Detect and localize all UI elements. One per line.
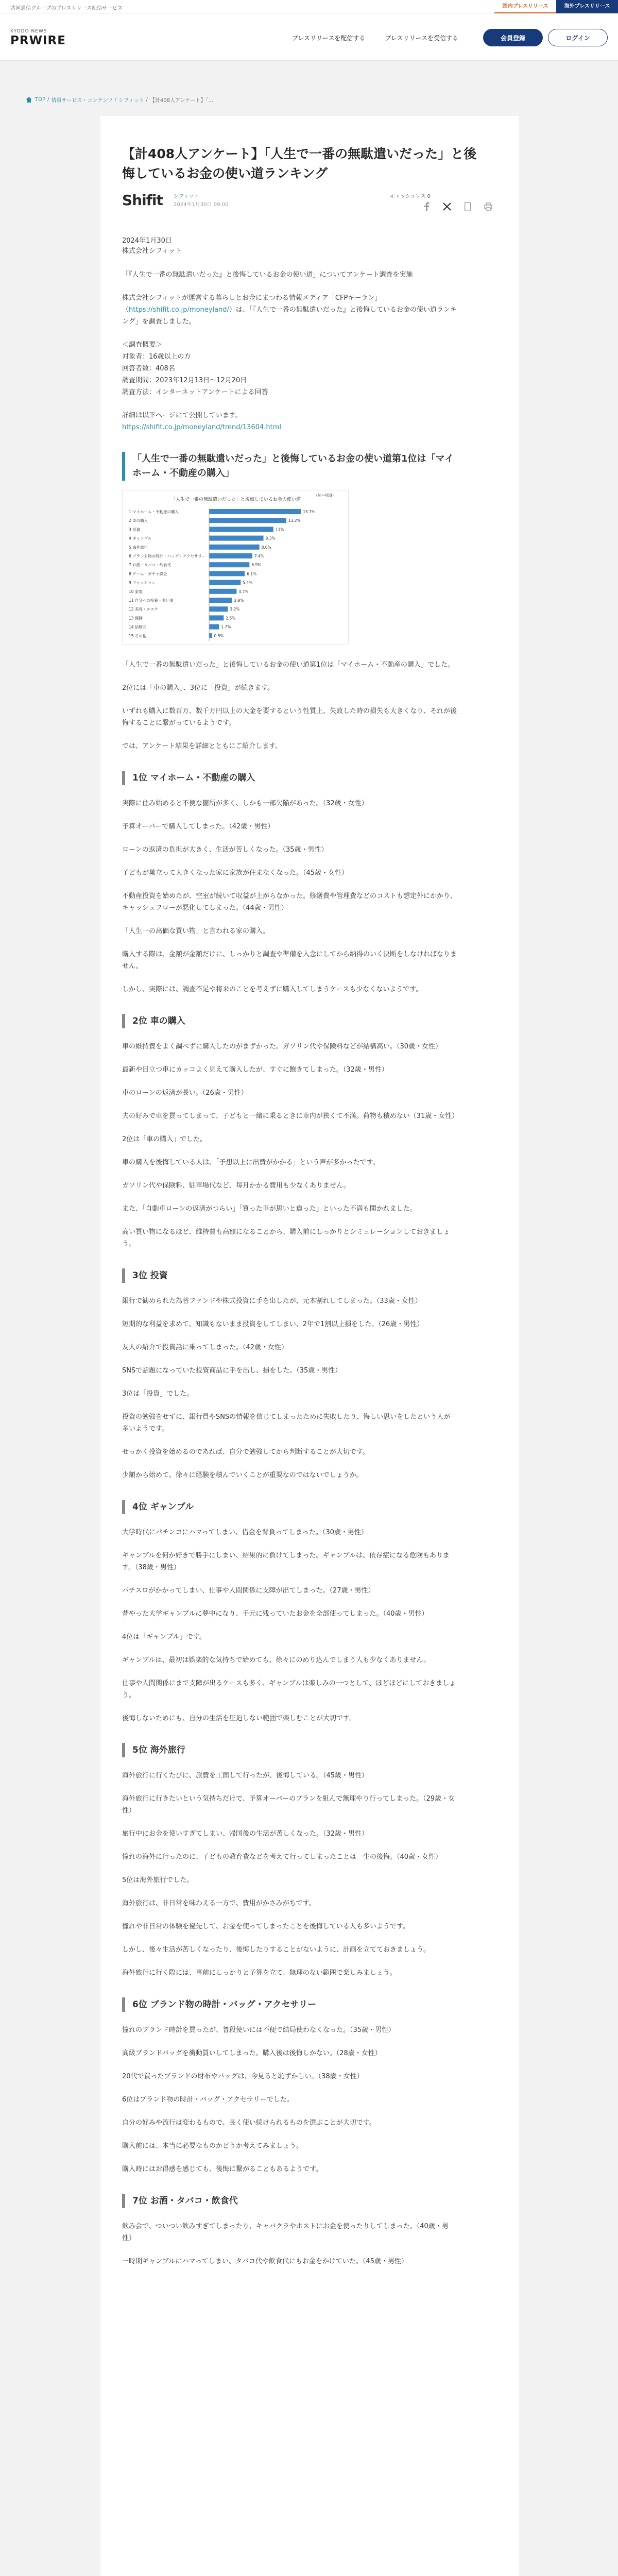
login-button[interactable]: ログイン (548, 29, 608, 46)
chart-value-label: 3.9% (234, 598, 244, 603)
chart-value-label: 13.2% (288, 518, 301, 523)
chart-title: 「人生で一番の無駄遣いだった」と後悔しているお金の使い道 (170, 497, 301, 502)
rank-paragraph: 短期的な利益を求めて、知識もないまま投資をしてしまい、2年で1割以上損をした。（26歳・男性） (122, 1320, 424, 1328)
rank-paragraph: 高い買い物になるほど、維持費も高額になることから、購入前にしっかりとシミュレーションしておきましょう。 (122, 1228, 450, 1248)
nav-receive-release[interactable]: プレスリリースを受信する (385, 34, 458, 42)
article-body (122, 236, 457, 2267)
rank-paragraph: 海外旅行に行く際には、事前にしっかりと予算を立て、無理のない範囲で楽しみましょう。 (122, 1969, 397, 1977)
chart-category-label: 15 その他 (129, 633, 147, 638)
company-info (174, 193, 229, 209)
summary-block (122, 659, 457, 752)
rank-paragraph: また、「自動車ローンの返済がつらい」「買った車が思いと違った」といった不満も聞かれました。 (122, 1205, 417, 1213)
chart-bar (209, 624, 219, 630)
rank-heading: 5位 海外旅行 (122, 1743, 457, 1757)
rank-paragraph: 5位は海外旅行でした。 (122, 1876, 194, 1884)
rank-paragraph: しかし、実際には、調査不足や将来のことを考えずに購入してしまうケースも少なくないようです。 (122, 986, 423, 993)
rank-paragraph: 少額から始めて、徐々に経験を積んでいくことが重要なのではないでしょうか。 (122, 1471, 363, 1479)
survey-overview: ＜調査概要＞ 対象者：16歳以上の方 回答者数：408名 調査期間：2023年12月13日～12月20日 調査方法：インターネットアンケートによる回答 (122, 341, 268, 396)
chart-bar (209, 633, 212, 638)
x-twitter-icon[interactable] (441, 201, 453, 212)
survey-header: ＜調査概要＞ (122, 341, 163, 349)
breadcrumb-company[interactable]: シフィット (118, 98, 144, 104)
rank-paragraph: 不動産投資を始めたが、空室が続いて収益が上がらなかった。修繕費や管理費などのコストも想定外にかかり、キャッシュフローが悪化してしまった。（44歳・男性） (122, 892, 457, 912)
rank-paragraph: 憧れや非日常の体験を優先して、お金を使ってしまったことを後悔している人も多いようです。 (122, 1923, 409, 1930)
logo-small: KYODO NEWS (10, 29, 47, 34)
chart-value-label: 15.7% (303, 510, 316, 514)
rank-paragraph: パチスロがかかってしまい、仕事や人間関係に支障が出てしまった。（27歳・男性） (122, 1587, 375, 1595)
intro-lead: 「『人生で一番の無駄遣いだった』と後悔しているお金の使い道」についてアンケート調査を実施 (122, 271, 413, 279)
chart-category-label: 4 ギャンブル (129, 536, 152, 541)
rank-paragraph: 20代で買ったブランドの財布やバッグは、今見ると恥ずかしい。（38歳・女性） (122, 2073, 364, 2080)
breadcrumb-top[interactable]: TOP (35, 97, 46, 103)
rank-paragraph: 一時期ギャンブルにハマってしまい、タバコ代や飲食代にもお金をかけていた。（45歳・男性） (122, 2258, 408, 2265)
chart-value-label: 6.9% (251, 563, 262, 568)
chart-value-label: 1.7% (221, 624, 231, 630)
summary-paragraph: では、アンケート結果を詳細とともにご紹介します。 (122, 742, 282, 750)
release-meta (122, 236, 457, 257)
rank-paragraph: 昔やった大学ギャンブルに夢中になり、手元に残っていたお金を全部使ってしまった。（40歳・男性） (122, 1610, 428, 1618)
chart-bar (209, 518, 286, 523)
chart-value-label: 3.2% (230, 607, 240, 612)
chart-value-label: 8.6% (261, 545, 271, 550)
chart-category-label: 3 投資 (129, 527, 141, 532)
site-logo[interactable] (10, 29, 66, 47)
chart-category-label: 12 美容・エステ (129, 607, 158, 612)
rank-paragraph: 車のローンの返済が長い。（26歳・男性） (122, 1089, 248, 1097)
rank-paragraph: 海外旅行に行くたびに、旅費を工面して行ったが、後悔している。（45歳・男性） (122, 1772, 369, 1780)
home-icon (26, 97, 32, 103)
register-button[interactable]: 会員登録 (483, 29, 543, 46)
rank-paragraph: ローンの返済の負担が大きく、生活が苦しくなった。（35歳・男性） (122, 846, 328, 854)
chart-value-label: 4.7% (238, 589, 249, 594)
tab-overseas[interactable]: 海外プレスリリース (556, 0, 618, 13)
detail-link[interactable]: https://shifit.co.jp/moneyland/trend/13604.html (122, 423, 282, 431)
chart-value-label: 0.5% (214, 633, 224, 638)
media-link[interactable]: https://shifit.co.jp/moneyland/ (129, 306, 229, 314)
rank-paragraph: 投資の勉強をせずに、銀行員やSNSの情報を信じてしまったために失敗したり、悔しい思いをしたという人が多いようです。 (122, 1413, 451, 1433)
chart-bar (209, 589, 236, 594)
rank-heading: 2位 車の購入 (122, 1014, 457, 1028)
summary-paragraph: 2位には「車の購入」、3位に「投資」が続きます。 (122, 684, 274, 692)
ranking-chart (122, 490, 349, 645)
chart-category-label: 7 お酒・タバコ・飲食代 (129, 563, 171, 568)
chart-note: (N=408) (316, 493, 334, 498)
release-tabs (494, 0, 618, 13)
rank-paragraph: 仕事や人間関係にまで支障が出るケースも多く、ギャンブルは楽しみの一つとして、ほどほどにしておきましょう。 (122, 1680, 456, 1699)
rank-paragraph: 購入時にはお得感を感じても、後悔に繋がることもあるようです。 (122, 2165, 322, 2173)
chart-value-label: 5.4% (243, 580, 253, 585)
rank-paragraph: 後悔しないためにも、自分の生活を圧迫しない範囲で楽しむことが大切です。 (122, 1715, 356, 1722)
rank-paragraph: 海外旅行に行きたいという気持ちだけで、予算オーバーのプランを組んで無理やり行ってしまった。（29歳・女性） (122, 1795, 455, 1815)
share-buttons (421, 201, 503, 212)
rank-paragraph: 海外旅行は、非日常を味わえる一方で、費用がかさみがちです。 (122, 1900, 316, 1907)
site-header (0, 13, 618, 61)
chart-bar (209, 527, 273, 532)
ranking-sections (122, 771, 457, 2267)
favorite-count: キャッシュレス 0 (390, 194, 431, 199)
company-name[interactable]: シフィット (174, 194, 199, 199)
rank-paragraph: 自分の好みや流行は変わるもので、長く使い続けられるものを選ぶことが大切です。 (122, 2119, 376, 2127)
chart-category-label: 14 結婚式 (129, 624, 147, 630)
chart-value-label: 11% (275, 527, 284, 532)
rank-paragraph: しかし、後々生活が苦しくなったり、後悔したりすることがないように、計画を立てておきましょう。 (122, 1946, 431, 1954)
chart-category-label: 2 車の購入 (129, 518, 148, 523)
rank-paragraph: 車の維持費をよく調べずに購入したのがまずかった。ガソリン代や保険料などが結構高い。（30歳・女性） (122, 1043, 442, 1050)
chart-value-label: 9.3% (265, 536, 276, 541)
rank-paragraph: 「人生一の高価な買い物」と言われる家の購入。 (122, 927, 270, 935)
ranking-heading: 「人生で一番の無駄遣いだった」と後悔しているお金の使い道第1位は「マイホーム・不動産の購入」 (122, 452, 457, 481)
rank-paragraph: 6位はブランド物の時計・バッグ・アクセサリーでした。 (122, 2096, 294, 2104)
nav-send-release[interactable]: プレスリリースを配信する (291, 34, 366, 42)
intro-paragraph: 株式会社シフィットが運営する暮らしとお金にまつわる情報メディア「CFPキーラン」（https://shifit.co.jp/moneyland/）は、「『人生で一番の無駄遣いだった』と後悔しているお金の使い道ランキング」を調査しました。 (122, 294, 457, 326)
chart-bar (209, 606, 228, 612)
chart-bar (209, 598, 232, 603)
article-title: 【計408人アンケート】「人生で一番の無駄遣いだった」と後悔しているお金の使い道ランキング (122, 146, 477, 181)
main-nav (292, 29, 608, 46)
rank-heading: 3位 投資 (122, 1268, 457, 1283)
company-logo[interactable]: Shifit (122, 192, 163, 209)
rank-paragraph: 4位は「ギャンブル」です。 (122, 1633, 206, 1641)
chart-value-label: 2.5% (226, 616, 236, 621)
rank-paragraph: 大学時代にパチンコにハマってしまい、借金を背負ってしまった。（30歳・男性） (122, 1529, 368, 1536)
rank-paragraph: 3位は「投資」でした。 (122, 1390, 194, 1398)
chart-category-label: 11 自分への投資・習い事 (129, 598, 174, 603)
rank-paragraph: 銀行で勧められた為替ファンドや株式投資に手を出したが、元本割れしてしまった。（33歳・女性） (122, 1297, 422, 1305)
ranking-chart-svg (123, 490, 349, 645)
rank-paragraph: ギャンブルは、最初は娯楽的な気持ちで始めても、徐々にのめり込んでしまう人も少なくありません。 (122, 1656, 431, 1664)
published-time: 2024年1月30日 09:00 (174, 202, 229, 208)
chart-bar (209, 562, 249, 567)
rank-paragraph: 実際に住み始めると不便な箇所が多く、しかも一部欠陥があった。（32歳・女性） (122, 800, 368, 807)
rank-paragraph: 飲み会で、ついつい飲みすぎてしまったり、キャバクラやホストにお金を使ったりしてしまった。（40歳・男性） (122, 2223, 449, 2242)
rank-paragraph: 夫の好みで車を買ってしまって、子どもと一緒に乗るときに車内が狭くて不満。荷物も積めない（31歳・女性） (122, 1112, 459, 1120)
facebook-icon[interactable] (421, 201, 432, 212)
rank-paragraph: ギャンブルを何か好きで勝手にしまい、結果的に負けてしまった。ギャンブルは、依存症になる危険もあります。（38歳・男性） (122, 1552, 450, 1571)
rank-paragraph: 購入前には、本当に必要なものかどうか考えてみましょう。 (122, 2142, 303, 2150)
rank-paragraph: 子どもが巣立って大きくなった家に家族が住まなくなった。（45歳・女性） (122, 869, 349, 877)
summary-paragraph: 「人生で一番の無駄遣いだった」と後悔しているお金の使い道第1位は「マイホーム・不動産の購入」でした。 (122, 661, 455, 669)
chart-bar (209, 536, 264, 541)
rank-paragraph: ガソリン代や保険料、駐車場代など、毎月かかる費用も少なくありません。 (122, 1182, 350, 1190)
chart-value-label: 7.4% (254, 554, 265, 558)
rank-paragraph: 2位は「車の購入」でした。 (122, 1136, 207, 1143)
rank-heading: 4位 ギャンブル (122, 1500, 457, 1514)
rank-heading: 1位 マイホーム・不動産の購入 (122, 771, 457, 785)
rank-paragraph: 憧れのブランド時計を買ったが、普段使いには不便で結局使わなくなった。（35歳・男性） (122, 2026, 396, 2034)
chart-bar (209, 545, 260, 550)
rank-heading: 6位 ブランド物の時計・バッグ・アクセサリー (122, 1997, 457, 2012)
breadcrumb-category[interactable]: 情報サービス・コンテンツ (51, 98, 113, 104)
chart-bar (209, 580, 241, 585)
rank-paragraph: SNSで話題になっていた投資商品に手を出し、損をした。（35歳・男性） (122, 1367, 342, 1375)
chart-value-label: 6.1% (247, 571, 257, 577)
release-company: 株式会社シフィット (122, 247, 182, 255)
chart-category-label: 1 マイホーム・不動産の購入 (129, 510, 179, 514)
chart-category-label: 13 保険 (129, 616, 143, 621)
breadcrumb-current: 【計408人アンケート】「... (149, 98, 213, 104)
chart-category-label: 9 ファッション (129, 580, 156, 585)
rank-paragraph: 購入する際は、金額が金額だけに、しっかりと調査や準備を入念にしてから納得のいく決断をしなければなりません。 (122, 951, 457, 970)
top-strip (0, 0, 618, 13)
breadcrumb: TOP / 情報サービス・コンテンツ / シフィット / 【計408人アンケート】「... (26, 96, 215, 104)
chart-category-label: 8 ゲーム・ガチャ課金 (129, 571, 167, 577)
chart-bar (209, 553, 252, 558)
company-row (122, 190, 497, 216)
chart-category-label: 5 海外旅行 (129, 545, 148, 550)
article-card (100, 116, 519, 2576)
chart-category-label: 10 家電 (129, 589, 143, 594)
tab-domestic[interactable]: 国内プレスリリース (494, 0, 556, 13)
summary-paragraph: いずれも購入に数百万、数千万円以上の大金を要するという性質上、失敗した時の損失も大きくなり、それが後悔することに繋がっているようです。 (122, 707, 457, 727)
release-date: 2024年1月30日 (122, 237, 172, 245)
bookmark-icon[interactable] (462, 201, 473, 212)
rank-paragraph: 友人の紹介で投資話に乗ってしまった。（42歳・女性） (122, 1344, 288, 1351)
print-icon[interactable] (483, 201, 494, 212)
chart-bar (209, 509, 301, 514)
rank-paragraph: 旅行中にお金を使いすぎてしまい、帰国後の生活が苦しくなった。（32歳・男性） (122, 1830, 369, 1838)
chart-bar (209, 615, 224, 620)
detail-paragraph: 詳細は以下ページにて公開しています。 https://shifit.co.jp/moneyland/trend/13604.html (122, 412, 282, 431)
logo-main: PRWIRE (10, 34, 66, 47)
rank-paragraph: 車の購入を後悔している人は、「予想以上に出費がかかる」という声が多かったです。 (122, 1159, 380, 1166)
rank-paragraph: 高級ブランドバッグを衝動買いしてしまった。購入後は後悔しかない。（28歳・女性） (122, 2049, 382, 2057)
rank-paragraph: 予算オーバーで購入してしまった。（42歳・男性） (122, 823, 274, 831)
tagline: 共同通信グループのプレスリリース配信サービス (10, 6, 123, 11)
rank-heading: 7位 お酒・タバコ・飲食代 (122, 2194, 457, 2208)
rank-paragraph: 憧れの海外に行ったのに、子どもの教育費などを考えて行ってしまったことは一生の後悔。（40歳・女性） (122, 1853, 442, 1861)
rank-paragraph: 最新や目立つ車にカッコよく見えて購入したが、すぐに飽きてしまった。（32歳・男性） (122, 1066, 388, 1074)
chart-bar (209, 571, 245, 576)
rank-paragraph: せっかく投資を始めるのであれば、自分で勉強してから判断することが大切です。 (122, 1448, 369, 1456)
chart-category-label: 6 ブランド物の時計・バッグ・アクセサリー (129, 554, 206, 558)
